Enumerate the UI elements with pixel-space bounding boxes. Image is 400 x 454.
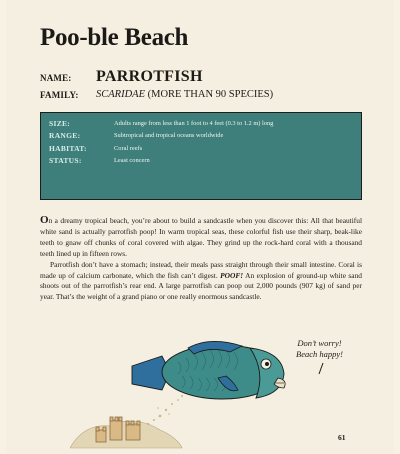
paragraph-2-text-end: An explosion of ground-up white sand shoots out of the parrotfish’s rear end. A large parrotfish can poop out 2,000 pounds (907 kg) of sand per year. That’s the weight of a grand piano or one really enormous sandcastle. bbox=[40, 270, 362, 302]
fish-pupil bbox=[265, 362, 269, 366]
speech-pointer bbox=[316, 362, 326, 376]
paragraph-2-text-start: Parrotfish don’t have a stomach; instead, their meals pass straight through their small intestine. Coral is made up of calcium carbonate, which the fish can’t digest. bbox=[40, 259, 362, 280]
fact-key: RANGE: bbox=[49, 131, 81, 141]
page-title: Poo-ble Beach bbox=[40, 24, 189, 51]
fact-key: HABITAT: bbox=[49, 143, 87, 153]
family-value bbox=[96, 89, 273, 100]
page-number: 61 bbox=[338, 433, 346, 442]
sand-trail bbox=[147, 395, 183, 425]
fact-row-size bbox=[49, 117, 353, 130]
speech-line-1: Don’t worry! bbox=[297, 338, 342, 348]
paragraph-1 bbox=[40, 215, 362, 260]
name-label: NAME: bbox=[40, 73, 72, 83]
speech-caption bbox=[296, 338, 343, 360]
family-label: FAMILY: bbox=[40, 90, 79, 100]
fact-box bbox=[40, 112, 362, 200]
fact-value: Coral reefs bbox=[114, 144, 143, 152]
fact-key: STATUS: bbox=[49, 156, 82, 166]
fact-row-status bbox=[49, 155, 353, 168]
fact-value: Adults range from less than 1 foot to 4 feet (0.3 to 1.2 m) long bbox=[114, 119, 274, 127]
paragraph-1-text: n a dreamy tropical beach, you’re about to build a sandcastle when you discover this: All that beautiful white sand is actually parrotfish poop! In warm tropical seas, these colorful fish use their sharp, beak-like teeth to gnaw off chunks of coral covered with algae. They grind up the rock-hard coral with a thousand teeth lined up in fifteen rows. bbox=[40, 216, 362, 258]
drop-cap: O bbox=[40, 214, 49, 226]
paragraph-2 bbox=[40, 260, 362, 304]
parrotfish-illustration bbox=[70, 338, 300, 450]
speech-line-2: Beach happy! bbox=[296, 349, 343, 359]
body-text bbox=[40, 215, 362, 303]
family-scientific-name: SCARIDAE bbox=[96, 89, 145, 100]
fact-value: Subtropical and tropical oceans worldwide bbox=[114, 132, 224, 140]
poof-exclamation: POOF! bbox=[220, 270, 244, 280]
fact-value: Least concern bbox=[114, 157, 150, 165]
fact-row-habitat bbox=[49, 142, 353, 155]
fact-key: SIZE: bbox=[49, 118, 71, 128]
name-value: PARROTFISH bbox=[96, 68, 203, 85]
family-species-count: (MORE THAN 90 SPECIES) bbox=[145, 89, 274, 100]
fact-row-range bbox=[49, 130, 353, 143]
